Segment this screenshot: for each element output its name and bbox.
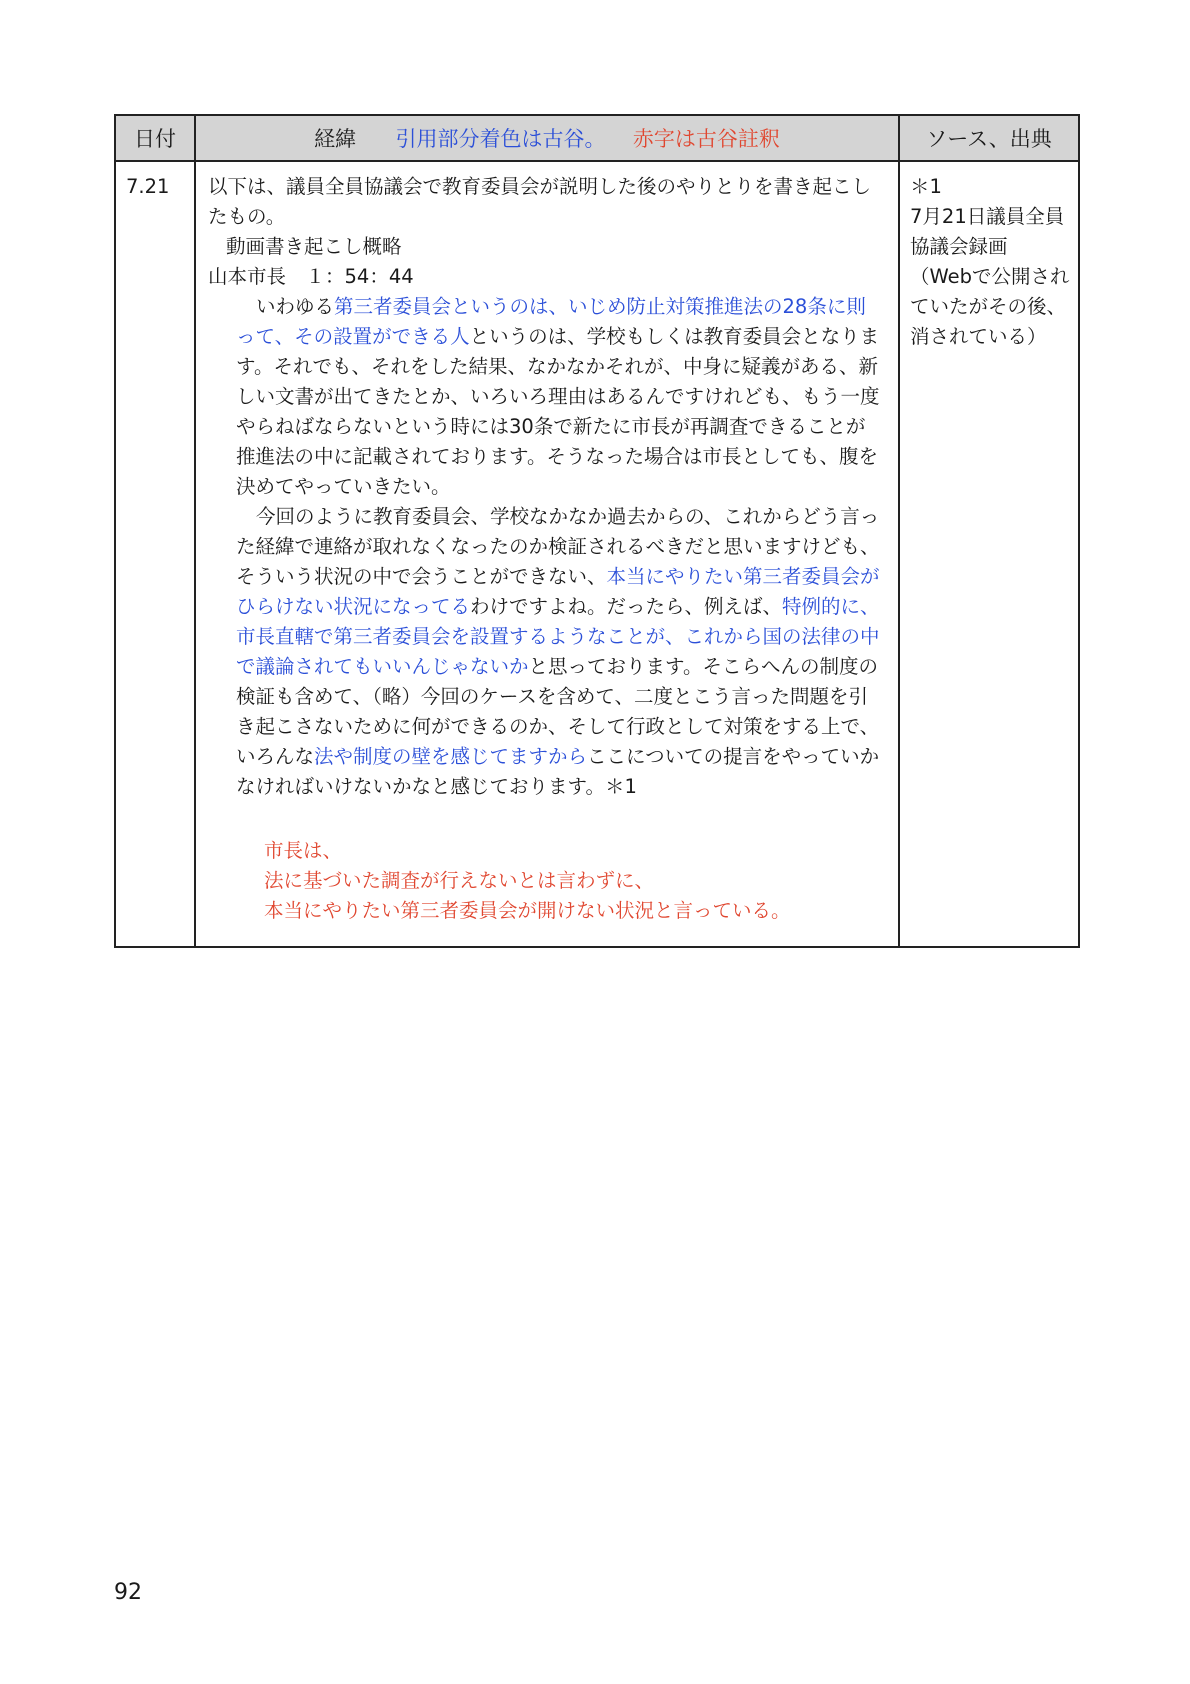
p2-highlight-3: 法や制度の壁を感じてますから: [314, 745, 588, 768]
chronology-table: [114, 114, 1080, 948]
p2-text-g: ここについての提言をやっていかなければいけないかなと感じております。＊1: [236, 745, 880, 798]
page-number: 92: [114, 1580, 142, 1605]
row-date: 7.21: [115, 161, 195, 947]
quote-paragraph-1: [236, 292, 884, 502]
annotation-note: [208, 836, 884, 926]
note-line-2: 法に基づいた調査が行えないとは言わずに、: [264, 869, 655, 892]
subtitle-text: 動画書き起こし概略: [226, 235, 402, 258]
header-legend-red: 赤字は古谷註釈: [632, 127, 780, 151]
p1-text-c: というのは、学校もしくは教育委員会となります。それでも、それをした結果、なかなかそれが、中身に疑義がある、新しい文書が出てきたとか、いろいろ理由はあるんですけれども、もう一度やらねばならないという時には30条で新たに市長が再調査できることが 推進法の中に記載されております。そうなった場合は市長としても、腹を決めてやっていきたい。: [236, 325, 885, 498]
header-date: 日付: [115, 115, 195, 161]
source-footnote-mark: ＊1: [910, 175, 942, 198]
p2-highlight-2: 特例的に、市長直轄で第三者委員会を設置するようなことが、これから国の法律の中で議論されてもいいんじゃないか: [236, 595, 880, 678]
quote-paragraph-2: [236, 502, 884, 802]
header-legend-blue: 引用部分着色は古谷。: [395, 127, 606, 151]
quote-block: [208, 292, 884, 802]
row-history: [195, 161, 899, 947]
note-line-3: 本当にやりたい第三者委員会が開けない状況と言っている。: [264, 899, 791, 922]
intro-text: 以下は、議員全員協議会で教育委員会が説明した後のやりとりを書き起こしたもの。: [208, 175, 872, 228]
source-title: 7月21日議員全員協議会録画: [910, 205, 1065, 258]
p2-highlight-1: 本当にやりたい第三者委員会がひらけない状況になってる: [236, 565, 880, 618]
table-row: [115, 161, 1079, 947]
p2-text-c: わけですよね。だったら、例えば、: [470, 595, 783, 618]
header-source: ソース、出典: [899, 115, 1079, 161]
note-line-1: 市長は、: [264, 839, 343, 862]
p2-text-a: 今回のように教育委員会、学校なかなか過去からの、これからどう言った経緯で連絡が取れなくなったのか検証されるべきだと思いますけども、そういう状況の中で会うことができない、: [236, 505, 880, 588]
p2-text-e: と思っております。そこらへんの制度の検証も含めて、（略）今回のケースを含めて、二度とこう言った問題を引き起こさないために何ができるのか、そして行政として対策をする上で、いろんな: [236, 655, 880, 768]
header-history-label: 経緯: [314, 127, 357, 151]
row-source: [899, 161, 1079, 947]
source-remark: （Webで公開されていたがその後、消されている）: [910, 265, 1070, 348]
speaker-line: 山本市長 １：54：44: [208, 265, 414, 288]
p1-text-a: いわゆる: [256, 295, 335, 318]
header-history: [195, 115, 899, 161]
p1-highlight: 第三者委員会というのは、いじめ防止対策推進法の28条に則って、その設置ができる人: [236, 295, 866, 348]
table-header-row: [115, 115, 1079, 161]
